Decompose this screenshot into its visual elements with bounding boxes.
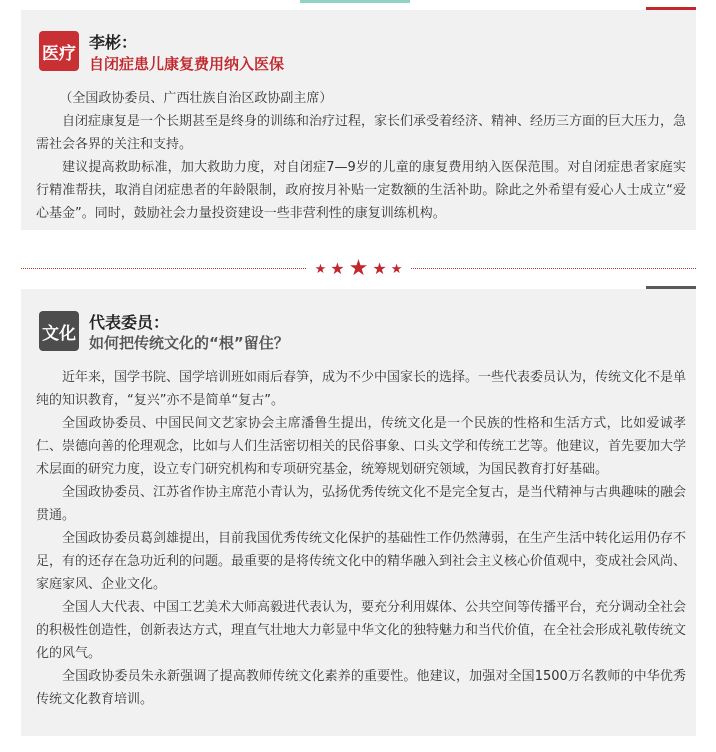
category-badge-medical: 医疗 [39,31,79,71]
category-badge-culture: 文化 [39,311,79,351]
star-icon: ★ [330,259,345,278]
card-corner-accent [646,286,696,289]
section-divider [21,258,696,280]
speaker-title: （全国政协委员、广西壮族自治区政协副主席） [59,91,333,106]
paragraph: 全国政协委员葛剑雄提出，目前我国优秀传统文化保护的基础性工作仍然薄弱，在生产生活中转化运用仍存不足，有的还存在急功近利的问题。最重要的是将传统文化中的精华融入到社会主义核心价值观中，变成社会风尚、家庭家风、企业文化。 [36,531,687,592]
star-icon: ★ [372,259,387,278]
paragraph: 自闭症康复是一个长期甚至是终身的训练和治疗过程，家长们承受着经济、精神、经历三方面的巨大压力，急需社会各界的关注和支持。 [36,114,687,152]
article-body [36,87,686,225]
star-icon: ★ [390,261,403,277]
star-row [307,258,411,280]
article-card-culture [21,289,696,736]
paragraph: 全国政协委员朱永新强调了提高教师传统文化素养的重要性。他建议，加强对全国1500万名教师的中华优秀传统文化教育培训。 [36,669,686,707]
speaker-name: 李彬： [89,33,138,52]
paragraph: 全国政协委员、中国民间文艺家协会主席潘鲁生提出，传统文化是一个民族的性格和生活方式，比如爱诚孝仁、崇德向善的伦理观念，比如与人们生活密切相关的民俗事象、口头文学和传统工艺等。他建议，首先要加大学术层面的研究力度，设立专门研究机构和专项研究基金，统筹规划研究领域，为国民教育打好基础。 [36,416,687,477]
article-topic: 如何把传统文化的“根”留住？ [89,334,289,352]
star-icon: ★ [314,261,327,277]
speaker-name: 代表委员： [89,313,170,332]
article-card-medical [21,10,696,230]
article-body [36,366,686,711]
paragraph: 近年来，国学书院、国学培训班如雨后春笋，成为不少中国家长的选择。一些代表委员认为，传统文化不是单纯的知识教育，“复兴”亦不是简单“复古”。 [36,370,687,408]
top-accent-bar [300,0,410,3]
paragraph: 全国政协委员、江苏省作协主席范小青认为，弘扬优秀传统文化不是完全复古，是当代精神与古典趣味的融会贯通。 [36,485,687,523]
card-corner-accent [646,7,696,10]
paragraph: 全国人大代表、中国工艺美术大师高毅进代表认为，要充分利用媒体、公共空间等传播平台，充分调动全社会的积极性创造性，创新表达方式，理直气壮地大力彰显中华文化的独特魅力和当代价值，在全社会形成礼敬传统文化的风气。 [36,600,687,661]
paragraph: 建议提高救助标准，加大救助力度，对自闭症7—9岁的儿童的康复费用纳入医保范围。对自闭症患者家庭实行精准帮扶，取消自闭症患者的年龄限制，政府按月补贴一定数额的生活补助。除此之外希望有爱心人士成立“爱心基金”。同时，鼓励社会力量投资建设一些非营利性的康复训练机构。 [36,160,686,221]
article-topic: 自闭症患儿康复费用纳入医保 [89,55,285,73]
star-icon: ★ [348,256,369,281]
